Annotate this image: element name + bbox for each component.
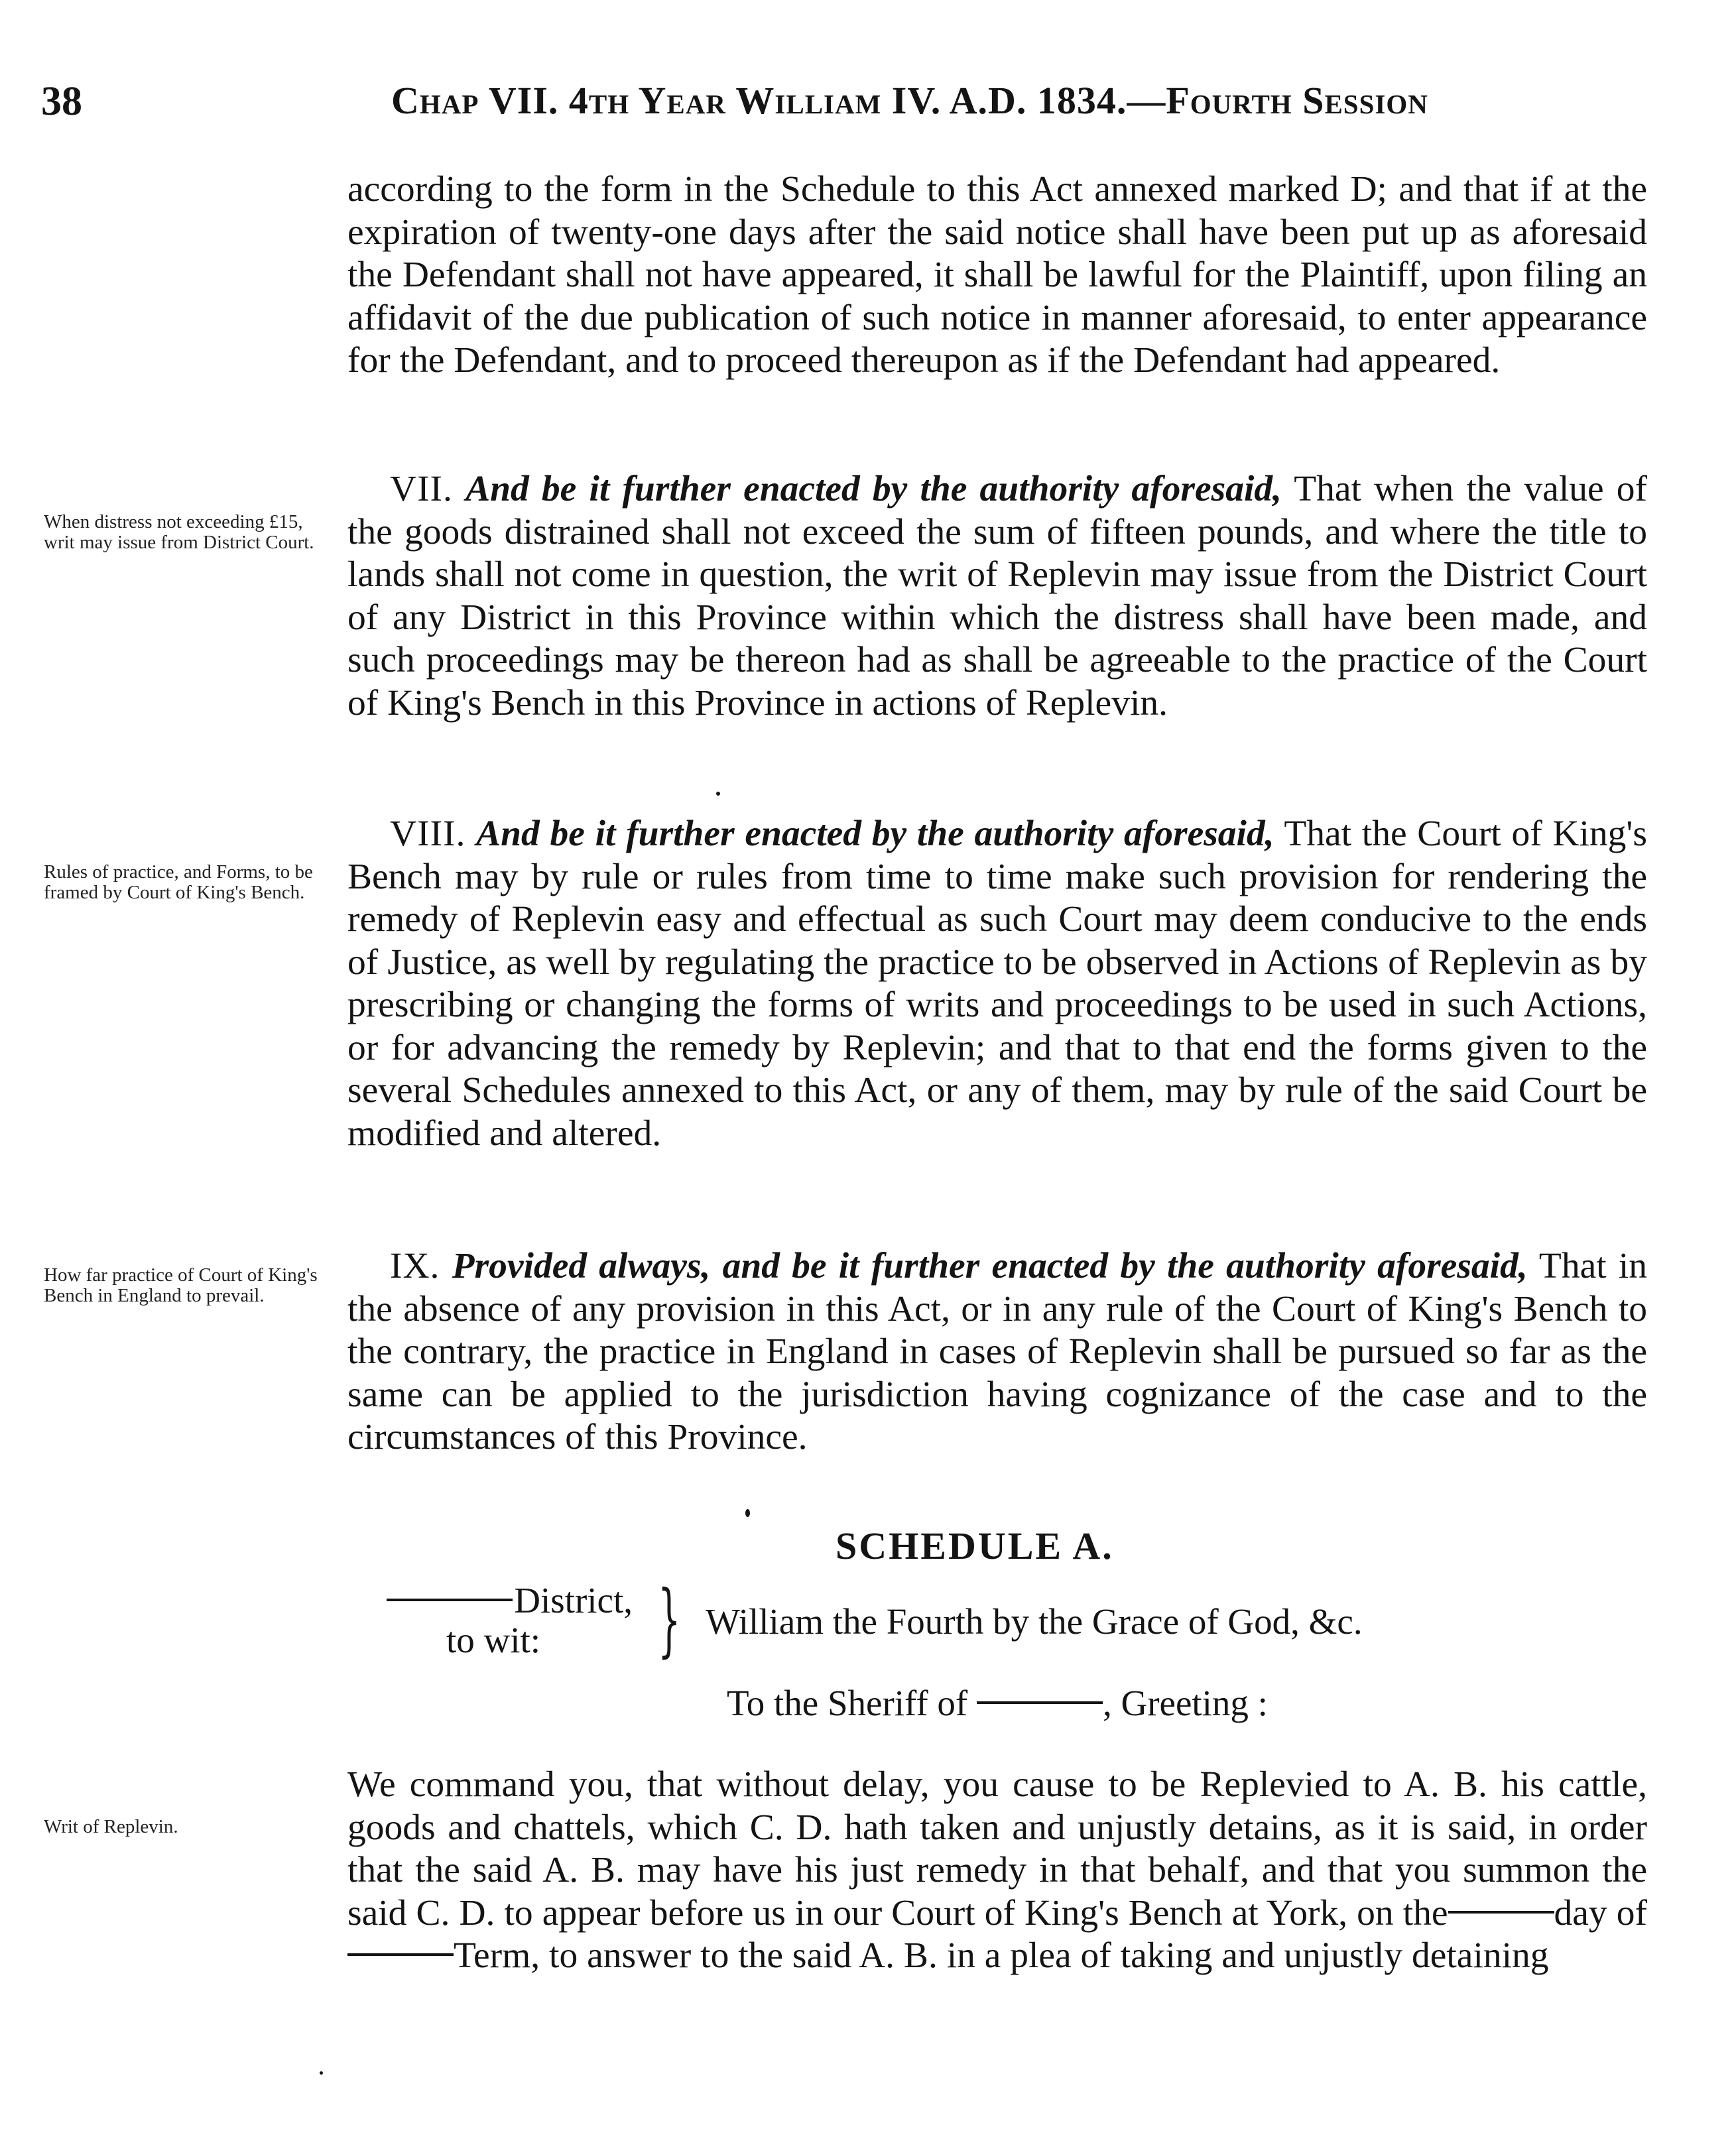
section-9-text: That in the absence of any provision in this Act, or in any rule of the Court of King's Bench to the contrary, the practice in England in cases of Replevin shall be pursued so far as the same can be applied to the jurisdiction having cognizance of the case and to the circumstances of this Province. [347, 1246, 1648, 1457]
page-header [41, 78, 1646, 131]
section-7-text: That when the value of the goods distrained shall not exceed the sum of fifteen pounds, and where the title to lands shall not come in question, the writ of Replevin may issue from the District Court of any District in this Province within which the distress shall have been made, and such proceedings may be thereon had as shall be agreeable to the practice of the Court of King's Bench in this Province in actions of Replevin. [347, 469, 1648, 723]
royal-style: William the Fourth by the Grace of God, &c. [706, 1601, 1363, 1642]
margin-note-writ: Writ of Replevin. [44, 1816, 178, 1837]
margin-note-section-9: How far practice of Court of King's Bench in England to prevail. [44, 1264, 318, 1306]
section-8-text: That the Court of King's Bench may by rule or rules from time to time make such provision for rendering the remedy of Replevin easy and effectual as such Court may deem conducive to the ends of Justice, as well by regulating the practice to be observed in Actions of Replevin as by prescribing or changing the forms of writs and proceedings to be used in such Actions, or for advancing the remedy by Replevin; and that to that end the forms given to the several Schedules annexed to this Act, or any of them, may by rule of the said Court be modified and altered. [347, 814, 1648, 1154]
section-9-number: IX. [390, 1246, 440, 1286]
greeting-to: To the Sheriff of [727, 1683, 968, 1723]
district-label: District, [514, 1580, 633, 1620]
section-8-number: VIII. [390, 814, 466, 854]
section-8-enacting-clause: And be it further enacted by the authority aforesaid, [476, 814, 1274, 854]
greeting-line [727, 1682, 1268, 1724]
page-number: 38 [41, 79, 82, 124]
section-7-paragraph [347, 468, 1647, 725]
section-9-enacting-clause: Provided always, and be it further enacted by the authority aforesaid, [452, 1246, 1528, 1286]
district-line [347, 1581, 652, 1620]
margin-note-section-7: When distress not exceeding £15, writ may issue from District Court. [44, 511, 314, 553]
ink-speck [716, 792, 720, 796]
writ-of-replevin [347, 1764, 1647, 1978]
day-blank [1448, 1911, 1554, 1914]
section-7 [347, 468, 1647, 725]
section-9 [347, 1245, 1647, 1459]
curly-brace-icon: } [658, 1574, 681, 1666]
section-7-enacting-clause: And be it further enacted by the authority aforesaid, [465, 469, 1282, 509]
margin-note-section-8: Rules of practice, and Forms, to be framed by Court of King's Bench. [44, 861, 313, 903]
writ-part-3: Term, to answer to the said A. B. in a plea of taking and unjustly detaining [454, 1935, 1549, 1976]
schedule-title: SCHEDULE A. [836, 1524, 1114, 1567]
greeting-end: , Greeting : [1103, 1683, 1268, 1723]
district-venue [347, 1581, 652, 1660]
ink-speck [320, 2071, 323, 2075]
ink-speck [745, 1509, 750, 1517]
section-7-number: VII. [390, 469, 453, 509]
to-wit: to wit: [446, 1620, 541, 1660]
writ-part-1: We command you, that without delay, you cause to be Replevied to A. B. his cattle, goods and chattels, which C. D. hath taken and unjustly detains, as it is said, in order that the said A. B. may have his just remedy in that behalf, and that you summon the said C. D. to appear before us in our Court of King's Bench at York, on the [347, 1764, 1647, 1933]
term-blank [347, 1953, 454, 1956]
section-8-paragraph [347, 813, 1647, 1155]
section-8 [347, 813, 1647, 1155]
district-blank [387, 1599, 513, 1601]
sheriff-blank [977, 1701, 1103, 1704]
running-head: Chap VII. 4th Year William IV. A.D. 1834.—Fourth Session [391, 79, 1428, 122]
writ-part-2: day of [1554, 1892, 1647, 1933]
section-9-paragraph [347, 1245, 1647, 1459]
continuation-text: according to the form in the Schedule to this Act annexed marked D; and that if at the expiration of twenty-one days after the said notice shall have been put up as aforesaid the Defendant shall not have appeared, it shall be lawful for the Plaintiff, upon filing an affidavit of the due publication of such notice in manner aforesaid, to enter appearance for the Defendant, and to proceed thereupon as if the Defendant had appeared. [347, 169, 1647, 381]
writ-text [347, 1764, 1647, 1978]
continuation-paragraph [347, 168, 1647, 383]
